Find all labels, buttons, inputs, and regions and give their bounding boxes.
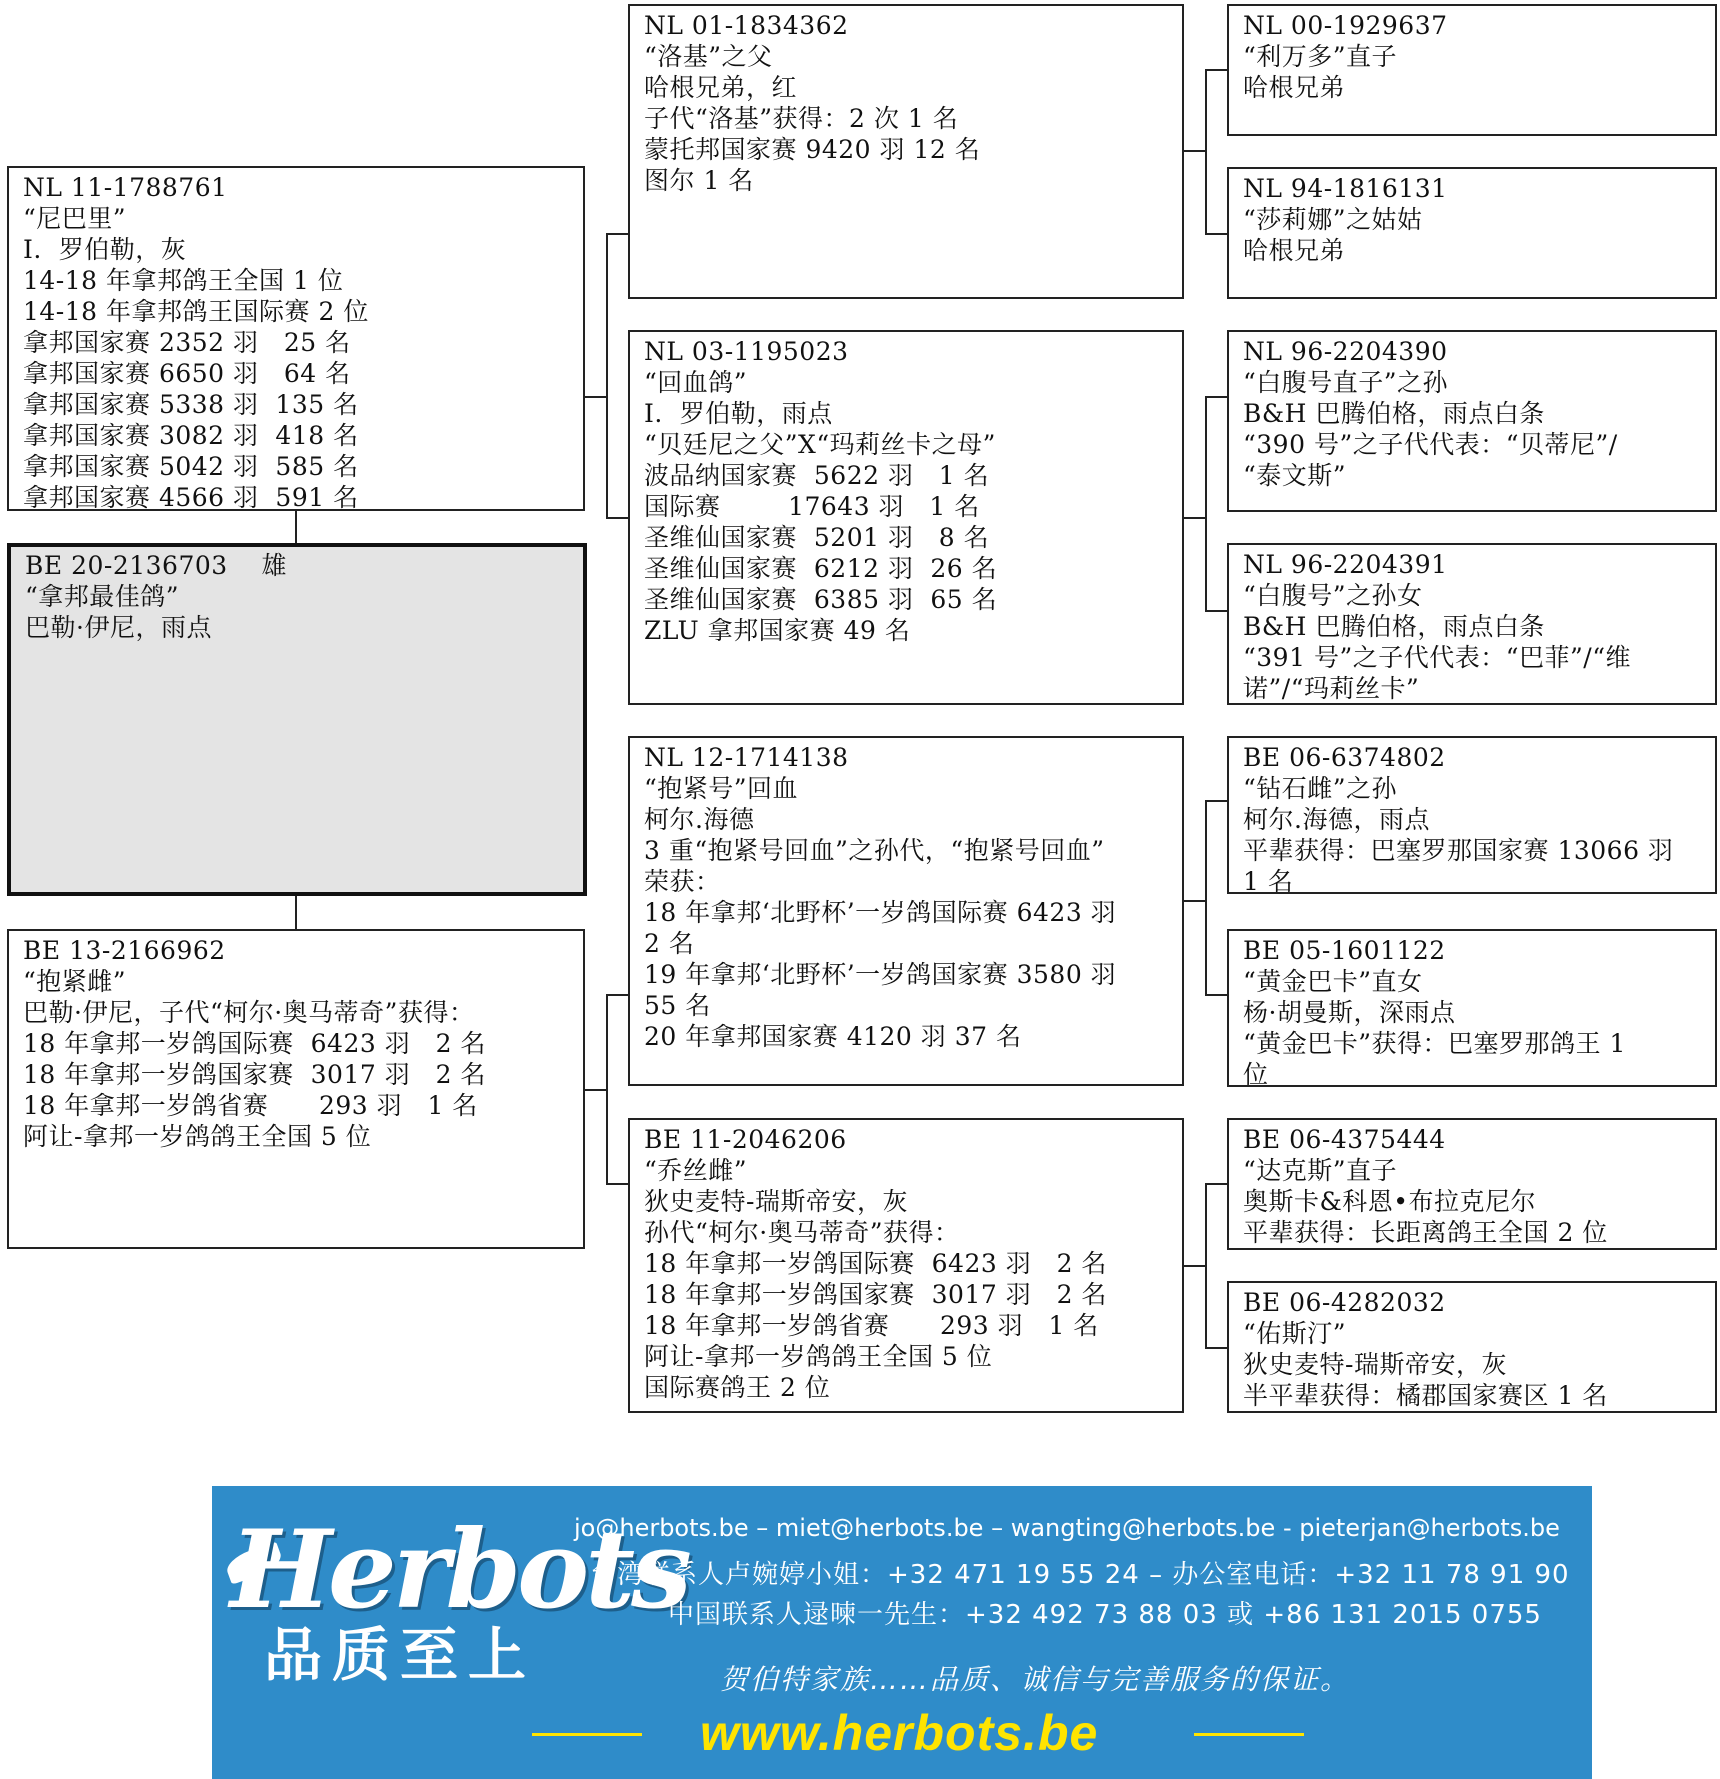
pedigree-line: 孙代“柯尔·奥马蒂奇”获得： [644,1218,960,1247]
sire-sire-card [628,4,1184,299]
pedigree-line: “莎莉娜”之姑姑 [1243,205,1423,234]
pedigree-line: 柯尔.海德 [644,805,755,834]
pedigree-line: 2 名 [644,929,695,958]
pedigree-line: 拿邦国家赛 3082 羽 418 名 [23,421,359,450]
pedigree-line: 波品纳国家赛 5622 羽 1 名 [644,461,990,490]
taiwan-contact: 台湾联系人卢婉婷小姐：+32 471 19 55 24 – 办公室电话：+32 11 78 91 90 [590,1560,1570,1590]
right-divider [1194,1733,1304,1736]
pedigree-line: 14-18 年拿邦鸽王全国 1 位 [23,266,344,295]
pedigree-line: 阿让-拿邦一岁鸽鸽王全国 5 位 [644,1342,993,1371]
connector-ss-trunk [1184,150,1206,152]
pedigree-line: 55 名 [644,991,711,1020]
connector-sire-to-ss [606,233,628,235]
pedigree-line: BE 06-4375444 [1243,1125,1446,1154]
connector-dd-to-ddd [1205,1347,1227,1349]
pedigree-line: 蒙托邦国家赛 9420 羽 12 名 [644,135,981,164]
pedigree-line: “黄金巴卡”获得：巴塞罗那鸽王 1 [1243,1029,1626,1058]
pedigree-line: BE 11-2046206 [644,1125,847,1154]
pedigree-line: 国际赛 17643 羽 1 名 [644,492,980,521]
pedigree-line: 18 年拿邦一岁鸽省赛 293 羽 1 名 [644,1311,1099,1340]
pedigree-line: 拿邦国家赛 6650 羽 64 名 [23,359,351,388]
connector-ds-to-dss [1205,800,1227,802]
pedigree-line: “抱紧号”回血 [644,774,799,803]
pedigree-line: “钻石雌”之孙 [1243,774,1398,803]
pedigree-line: “乔丝雌” [644,1156,748,1185]
pedigree-line: ZLU 拿邦国家赛 49 名 [644,616,911,645]
pedigree-line: 位 [1243,1060,1269,1087]
pedigree-line: “尼巴里” [23,204,127,233]
connector-dam-vertical [606,994,608,1184]
pedigree-line: “达克斯”直子 [1243,1156,1398,1185]
pedigree-line: BE 05-1601122 [1243,936,1446,965]
pedigree-line: “利万多”直子 [1243,42,1398,71]
pedigree-line: “洛基”之父 [644,42,773,71]
sire-card [7,166,585,511]
pedigree-line: “391 号”之子代代表：“巴菲”/“维 [1243,643,1631,672]
pedigree-line: 18 年拿邦一岁鸽省赛 293 羽 1 名 [23,1091,478,1120]
pedigree-line: 20 年拿邦国家赛 4120 羽 37 名 [644,1022,1022,1051]
pedigree-line: 18 年拿邦一岁鸽国际赛 6423 羽 2 名 [23,1029,486,1058]
connector-ds-to-dsd [1205,994,1227,996]
connector-sire-trunk [585,396,607,398]
pedigree-line: 哈根兄弟 [1243,73,1346,102]
pedigree-line: 3 重“抱紧号回血”之孙代，“抱紧号回血” [644,836,1105,865]
china-contact: 中国联系人逯暕一先生：+32 492 73 88 03 或 +86 131 2015 0755 [668,1600,1542,1630]
connector-sd-to-sdd [1205,610,1227,612]
pedigree-line: 荣获： [644,867,721,896]
dam-card [7,929,585,1249]
pedigree-line: “拿邦最佳鸽” [25,582,180,611]
pedigree-line: “泰文斯” [1243,461,1347,490]
website-link[interactable]: www.herbots.be [700,1705,1099,1761]
pedigree-line: BE 06-4282032 [1243,1288,1446,1317]
connector-dd-trunk [1184,1265,1206,1267]
dam-dam-card [628,1118,1184,1413]
connector-dam-to-ds [606,994,628,996]
sire-dam-sire-card [1227,330,1717,512]
connector-dd-to-dds [1205,1183,1227,1185]
pedigree-line: 杨·胡曼斯，深雨点 [1243,998,1456,1027]
pedigree-line: “白腹号直子”之孙 [1243,368,1449,397]
pedigree-line: I. 罗伯勒，灰 [23,235,187,264]
pedigree-line: 柯尔.海德，雨点 [1243,805,1430,834]
pedigree-line: 圣维仙国家赛 6212 羽 26 名 [644,554,998,583]
pedigree-line: I. 罗伯勒，雨点 [644,399,833,428]
pedigree-line: 19 年拿邦‘北野杯’一岁鸽国家赛 3580 羽 [644,960,1117,989]
pedigree-line: 阿让-拿邦一岁鸽鸽王全国 5 位 [23,1122,372,1151]
pedigree-line: 平辈获得：长距离鸽王全国 2 位 [1243,1218,1608,1247]
pedigree-line: 巴勒·伊尼，子代“柯尔·奥马蒂奇”获得： [23,998,475,1027]
pedigree-line: 圣维仙国家赛 5201 羽 8 名 [644,523,990,552]
sire-sire-sire-card [1227,4,1717,136]
tagline: 贺伯特家族……品质、诚信与完善服务的保证。 [720,1663,1351,1696]
pedigree-line: NL 12-1714138 [644,743,849,772]
connector-ss-to-sss [1205,69,1227,71]
connector-sd-trunk [1184,517,1206,519]
pedigree-line: 诺”/“玛莉丝卡” [1243,674,1420,703]
pedigree-line: 拿邦国家赛 4566 羽 591 名 [23,483,359,511]
dam-dam-dam-card [1227,1281,1717,1413]
herbots-logo: Herbots [230,1507,688,1633]
pedigree-line: NL 11-1788761 [23,173,228,202]
pedigree-line: “抱紧雌” [23,967,127,996]
connector-ss-to-ssd [1205,233,1227,235]
sire-dam-dam-card [1227,543,1717,705]
connector-dam-trunk [585,1089,607,1091]
left-divider [532,1733,642,1736]
pedigree-line: 1 名 [1243,867,1294,894]
sire-dam-card [628,330,1184,705]
pedigree-line: 圣维仙国家赛 6385 羽 65 名 [644,585,998,614]
pedigree-line: BE 13-2166962 [23,936,226,965]
pedigree-line: 哈根兄弟，红 [644,73,798,102]
pedigree-line: “佑斯汀” [1243,1319,1347,1348]
pedigree-line: NL 94-1816131 [1243,174,1448,203]
connector-ds-vertical [1205,800,1207,995]
sire-sire-dam-card [1227,167,1717,299]
pedigree-line: 狄史麦特-瑞斯帝安，灰 [1243,1350,1507,1379]
connector-ss-vertical [1205,69,1207,234]
pedigree-line: 图尔 1 名 [644,166,754,195]
pedigree-line: 18 年拿邦一岁鸽国家赛 3017 羽 2 名 [23,1060,486,1089]
pedigree-line: NL 96-2204390 [1243,337,1448,366]
pedigree-line: NL 01-1834362 [644,11,849,40]
connector-sd-to-sds [1205,396,1227,398]
dam-dam-sire-card [1227,1118,1717,1250]
pedigree-line: 拿邦国家赛 2352 羽 25 名 [23,328,351,357]
subject-card [7,543,587,896]
connector-dam-to-dd [606,1183,628,1185]
pedigree-line: 拿邦国家赛 5042 羽 585 名 [23,452,359,481]
pedigree-line: 拿邦国家赛 5338 羽 135 名 [23,390,359,419]
pedigree-line: B&H 巴腾伯格，雨点白条 [1243,612,1545,641]
dam-sire-card [628,736,1184,1086]
connector-ds-trunk [1184,900,1206,902]
pedigree-line: 哈根兄弟 [1243,236,1346,265]
dam-sire-dam-card [1227,929,1717,1087]
pedigree-line: 平辈获得：巴塞罗那国家赛 13066 羽 [1243,836,1674,865]
connector-dd-vertical [1205,1183,1207,1348]
pedigree-line: “白腹号”之孙女 [1243,581,1423,610]
pedigree-line: “回血鸽” [644,368,748,397]
pedigree-line: 巴勒·伊尼，雨点 [25,613,212,642]
pedigree-line: NL 00-1929637 [1243,11,1448,40]
pedigree-line: BE 06-6374802 [1243,743,1446,772]
pedigree-line: 14-18 年拿邦鸽王国际赛 2 位 [23,297,369,326]
pedigree-line: 子代“洛基”获得：2 次 1 名 [644,104,959,133]
connector-sd-vertical [1205,396,1207,611]
pedigree-line: NL 03-1195023 [644,337,849,366]
pedigree-line: BE 20-2136703 雄 [25,551,287,580]
connector-subject-sire [295,511,297,543]
pedigree-line: 18 年拿邦一岁鸽国家赛 3017 羽 2 名 [644,1280,1107,1309]
pedigree-line: “黄金巴卡”直女 [1243,967,1423,996]
connector-sire-to-sd [606,517,628,519]
slogan: 品质至上 [264,1621,537,1689]
pedigree-line: “390 号”之子代代表：“贝蒂尼”/ [1243,430,1618,459]
pedigree-line: 18 年拿邦一岁鸽国际赛 6423 羽 2 名 [644,1249,1107,1278]
pedigree-line: 狄史麦特-瑞斯帝安，灰 [644,1187,908,1216]
pedigree-line: NL 96-2204391 [1243,550,1448,579]
pedigree-line: “贝廷尼之父”X“玛莉丝卡之母” [644,430,996,459]
pedigree-line: B&H 巴腾伯格，雨点白条 [1243,399,1545,428]
pedigree-line: 奥斯卡&科恩•布拉克尼尔 [1243,1187,1537,1216]
connector-sire-vertical [606,233,608,518]
herbots-banner [212,1486,1592,1779]
dam-sire-sire-card [1227,736,1717,894]
connector-subject-dam [295,896,297,929]
email-contacts[interactable]: jo@herbots.be – miet@herbots.be – wangting@herbots.be - pieterjan@herbots.be [574,1514,1560,1542]
pedigree-line: 国际赛鸽王 2 位 [644,1373,831,1402]
pedigree-line: 18 年拿邦‘北野杯’一岁鸽国际赛 6423 羽 [644,898,1117,927]
pedigree-line: 半平辈获得：橘郡国家赛区 1 名 [1243,1381,1608,1410]
